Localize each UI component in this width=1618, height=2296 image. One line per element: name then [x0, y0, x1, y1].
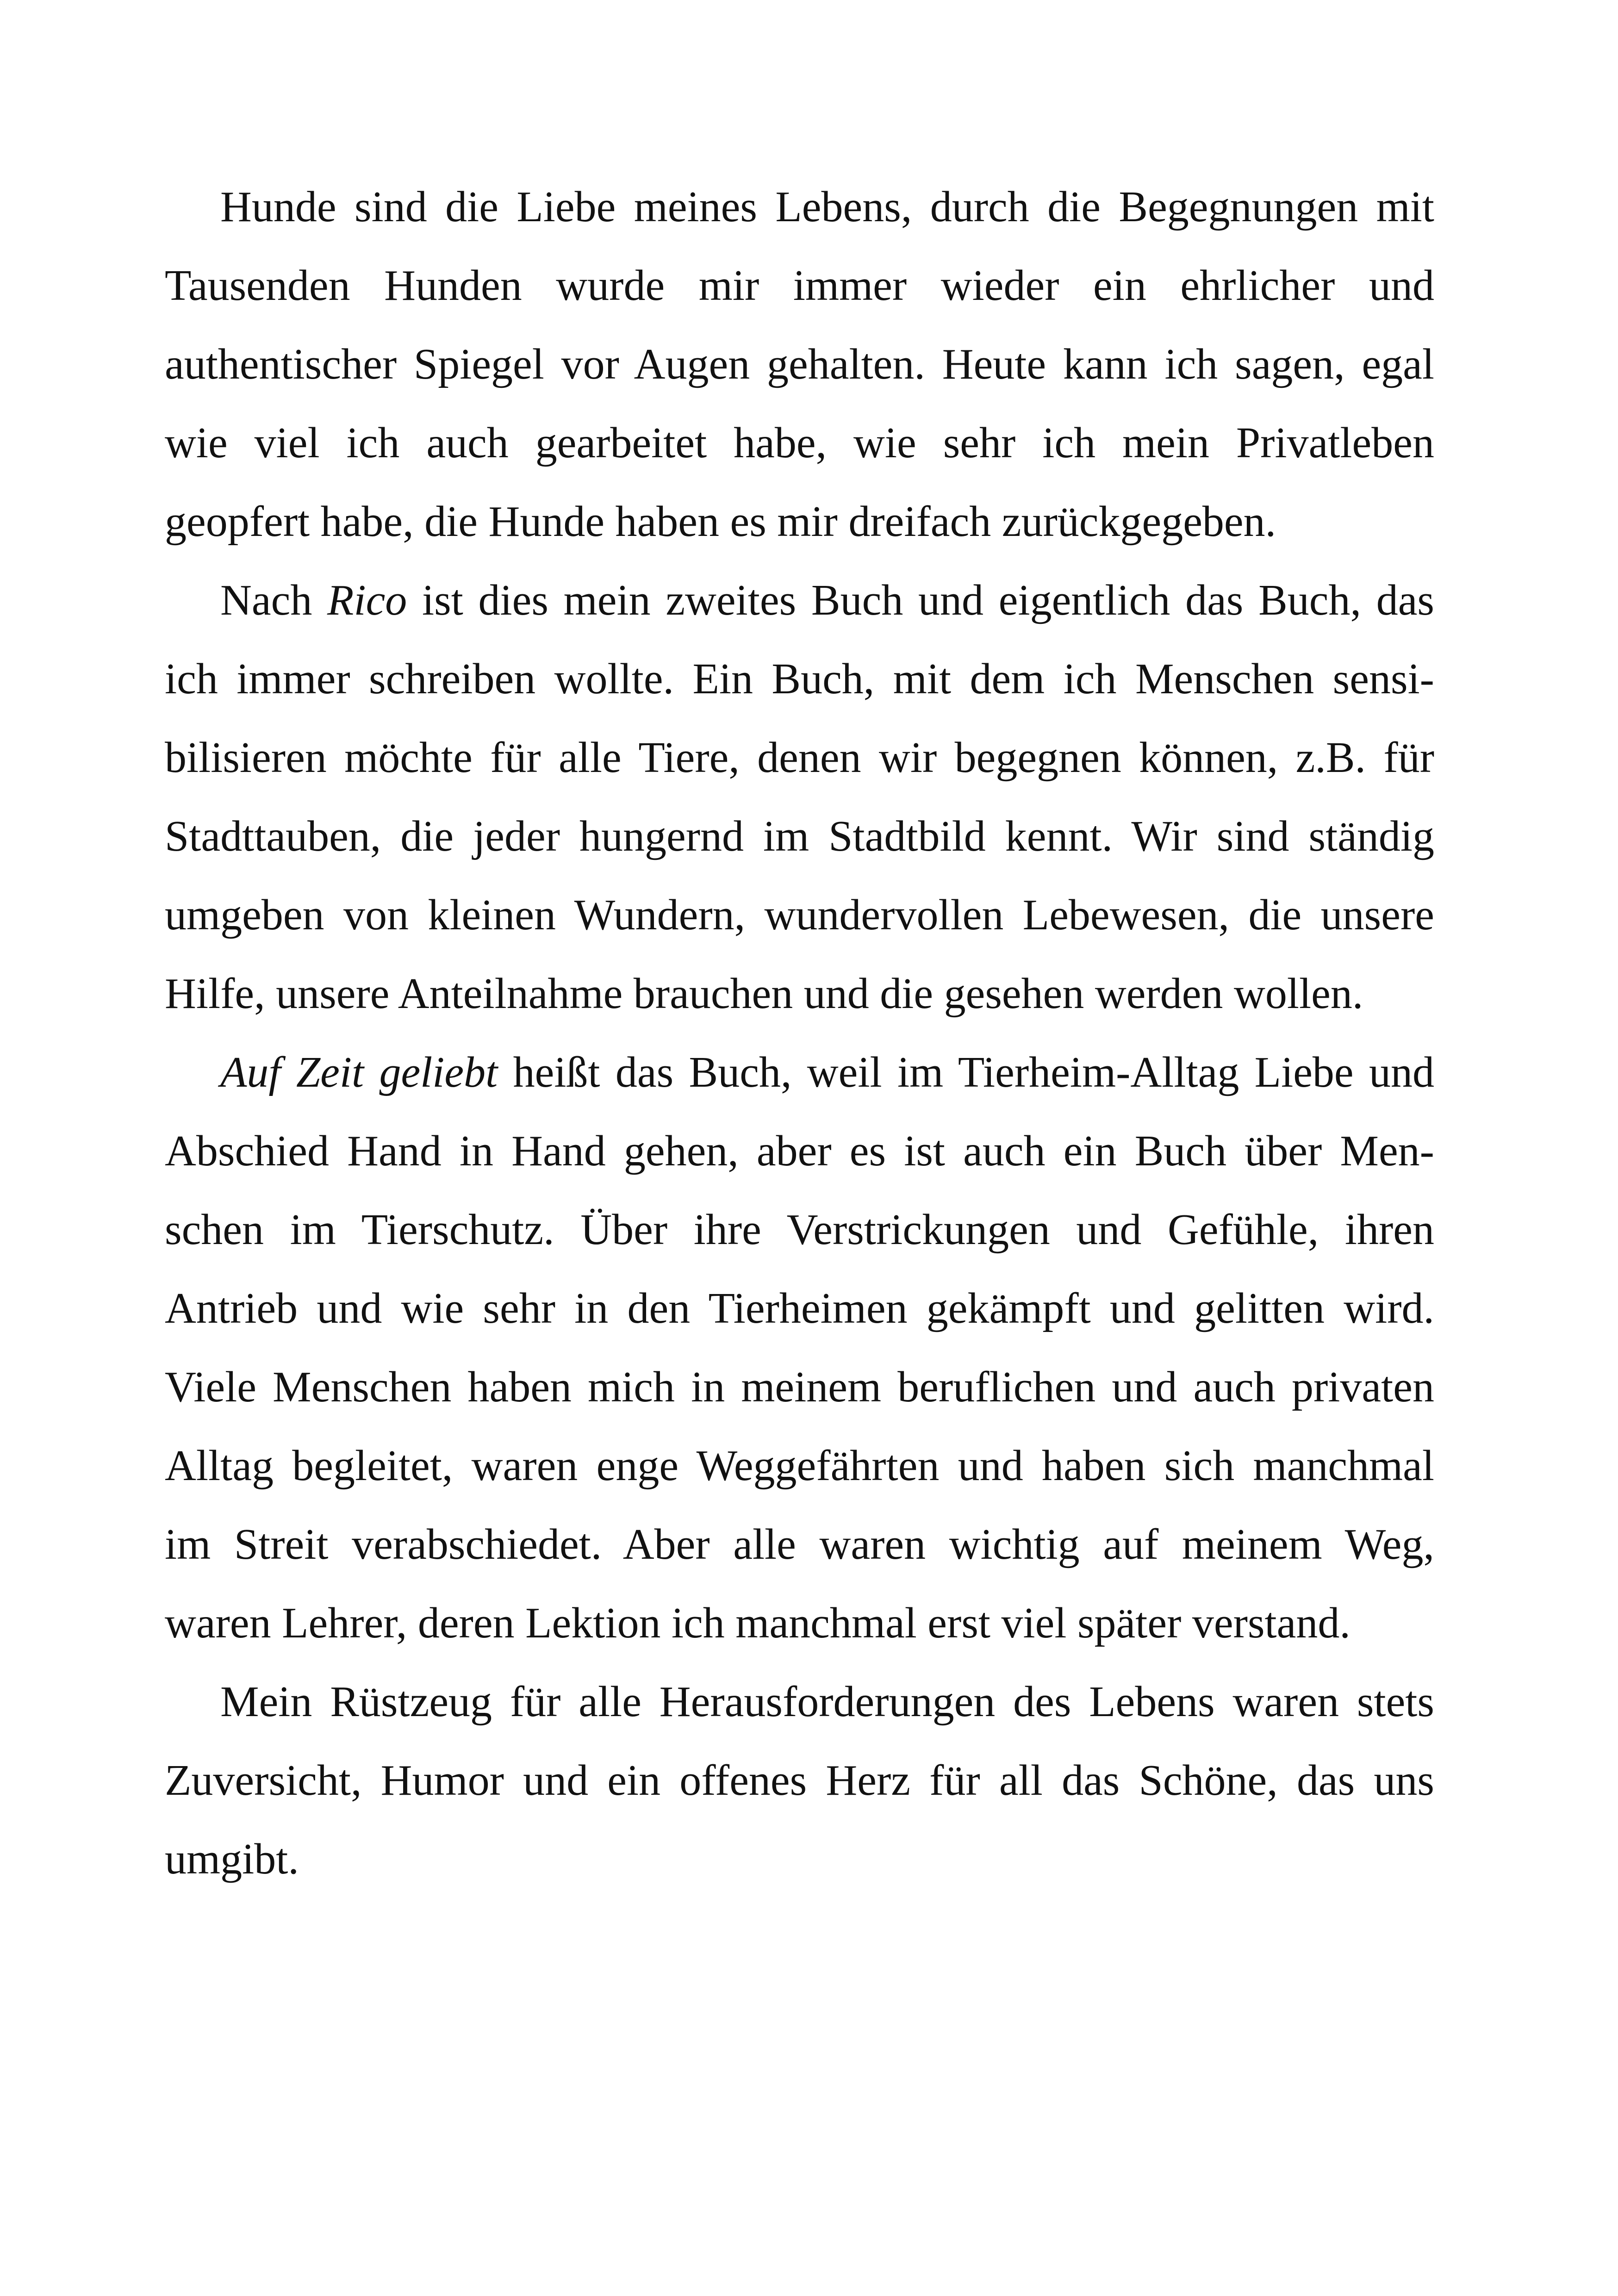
text-line [165, 797, 1434, 876]
document-page [165, 168, 1434, 1898]
text-line [165, 1505, 1434, 1584]
text-segment: Abschied Hand in Hand gehen, aber es ist auch ein Buch über Men- [165, 1127, 1434, 1175]
text-segment: Hunde sind die Liebe meines Lebens, durch die Begegnungen mit [220, 183, 1434, 231]
text-segment: ist dies mein zweites Buch und eigentlich das Buch, das [407, 576, 1435, 624]
text-line [165, 325, 1434, 404]
text-line [165, 718, 1434, 797]
text-segment: ich immer schreiben wollte. Ein Buch, mit dem ich Menschen sensi- [165, 655, 1434, 703]
text-segment: umgibt. [165, 1835, 299, 1883]
paragraph [165, 168, 1434, 561]
text-line [165, 1190, 1434, 1269]
text-line [165, 404, 1434, 482]
italic-title: Rico [327, 576, 407, 624]
text-line [165, 1269, 1434, 1348]
text-segment: schen im Tierschutz. Über ihre Verstrickungen und Gefühle, ihren [165, 1206, 1434, 1254]
text-segment: geopfert habe, die Hunde haben es mir dreifach zurückgegeben. [165, 498, 1276, 546]
text-segment: Antrieb und wie sehr in den Tierheimen gekämpft und gelitten wird. [165, 1284, 1434, 1332]
text-line [165, 1741, 1434, 1820]
text-segment: wie viel ich auch gearbeitet habe, wie sehr ich mein Privatleben [165, 419, 1434, 467]
text-segment: umgeben von kleinen Wundern, wundervollen Lebewesen, die unsere [165, 891, 1434, 939]
text-segment: Tausenden Hunden wurde mir immer wieder ein ehrlicher und [165, 261, 1434, 310]
text-segment: authentischer Spiegel vor Augen gehalten. Heute kann ich sagen, egal [165, 340, 1434, 388]
text-line [165, 1033, 1434, 1112]
text-line [165, 954, 1434, 1033]
text-segment: heißt das Buch, weil im Tierheim-Alltag Liebe und [498, 1048, 1434, 1096]
text-line [165, 168, 1434, 246]
text-segment: bilisieren möchte für alle Tiere, denen wir begegnen können, z.B. für [165, 734, 1434, 782]
text-line [165, 1820, 1434, 1898]
text-line [165, 1584, 1434, 1662]
italic-title: Auf Zeit geliebt [220, 1048, 498, 1096]
text-segment: Hilfe, unsere Anteilnahme brauchen und die gesehen werden wollen. [165, 970, 1363, 1018]
text-line [165, 246, 1434, 325]
text-segment: Zuversicht, Humor und ein offenes Herz für all das Schöne, das uns [165, 1756, 1434, 1804]
text-segment: waren Lehrer, deren Lektion ich manchmal erst viel später verstand. [165, 1599, 1350, 1647]
text-line [165, 876, 1434, 954]
text-segment: Alltag begleitet, waren enge Weggefährten und haben sich manchmal [165, 1442, 1434, 1490]
text-line [165, 561, 1434, 640]
text-segment: Stadttauben, die jeder hungernd im Stadtbild kennt. Wir sind ständig [165, 812, 1434, 860]
paragraph [165, 1033, 1434, 1662]
text-line [165, 482, 1434, 561]
paragraph [165, 561, 1434, 1033]
text-line [165, 1426, 1434, 1505]
text-line [165, 1348, 1434, 1426]
text-segment: Mein Rüstzeug für alle Herausforderungen des Lebens waren stets [220, 1678, 1434, 1726]
text-line [165, 1662, 1434, 1741]
text-line [165, 640, 1434, 718]
text-segment: Viele Menschen haben mich in meinem beruflichen und auch privaten [165, 1363, 1434, 1411]
text-segment: Nach [220, 576, 328, 624]
text-line [165, 1112, 1434, 1190]
text-segment: im Streit verabschiedet. Aber alle waren wichtig auf meinem Weg, [165, 1520, 1434, 1568]
paragraph [165, 1662, 1434, 1898]
